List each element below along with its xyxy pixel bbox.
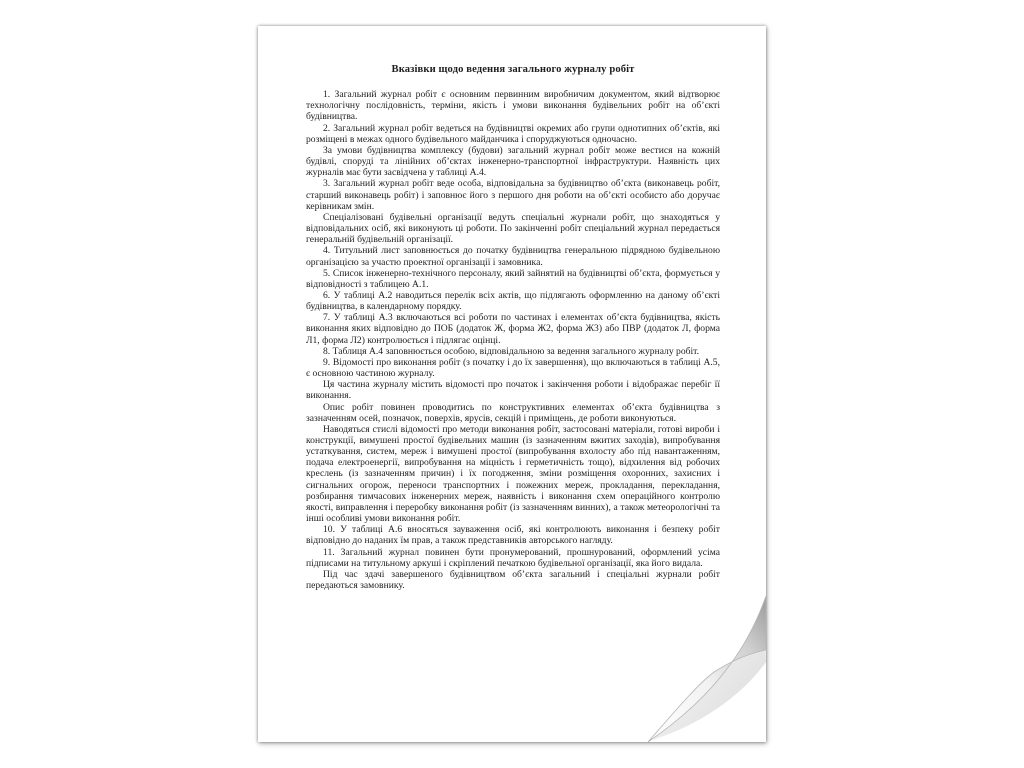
paragraph-6: 4. Титульний лист заповнюється до початку будівництва генеральною підрядною будівельною організацією за участю проектної організації і замовника. xyxy=(306,245,720,268)
document-page xyxy=(258,26,766,742)
paragraph-15: 10. У таблиці А.6 вносяться зауваження осіб, які контролюють виконання і безпеку робіт відповідно до наданих їм прав, а також представників авторського нагляду. xyxy=(306,524,720,547)
page-curl-icon xyxy=(646,592,766,742)
paragraph-12: Ця частина журналу містить відомості про початок і закінчення роботи і відображає перебіг її виконання. xyxy=(306,379,720,402)
paragraph-14: Наводяться стислі відомості про методи виконання робіт, застосовані матеріали, готові вироби і конструкції, вимушені простої будівельних машин (із зазначенням вжитих заходів), випробування устаткування, систем, мереж і вимушені простої (випробування вхолосту або під навантаженням, подача електроенергії, випробування на міцність і герметичність тощо), відхилення від робочих креслень (із зазначенням причин) і їх погодження, зміни розміщення охоронних, захисних і сигнальних огорож, переноси транспортних і пожежних мереж, прокладання, перекладання, розбирання тимчасових інженерних мереж, наявність і виконання схем операційного контролю якості, виправлення і переробку виконання робіт (із зазначенням винних), а також метеорологічні та інші особливі умови виконання робіт. xyxy=(306,423,720,525)
paragraph-4: 3. Загальний журнал робіт веде особа, відповідальна за будівництво об’єкта (виконавець робіт, старший виконавець робіт) і заповнює його з першого дня роботи на об’єкті особисто або доручає керівникам змін. xyxy=(306,178,720,212)
paragraph-5: Спеціалізовані будівельні організації ведуть спеціальні журнали робіт, що знаходяться у відповідальних осіб, які виконують ці роботи. По закінченні робіт спеціальний журнал передається генеральній будівельній організації. xyxy=(306,211,720,246)
paragraph-2: 2. Загальний журнал робіт ведеться на будівництві окремих або групи однотипних об’єктів, які розміщені в межах одного будівельного майданчика і споруджуються одночасно. xyxy=(306,122,720,145)
paragraph-11: 9. Відомості про виконання робіт (з початку і до їх завершення), що включаються в таблиці А.5, є основною частиною журналу. xyxy=(306,356,720,380)
paragraph-7: 5. Список інженерно-технічного персоналу, який зайнятий на будівництві об’єкта, формується у відповідності з таблицею А.1. xyxy=(306,267,720,290)
document-body xyxy=(306,64,720,591)
paragraph-13: Опис робіт повинен проводитись по конструктивних елементах об’єкта будівництва з зазначенням осей, позначок, поверхів, ярусів, секцій і приміщень, де роботи виконуються. xyxy=(306,401,720,424)
document-title: Вказівки щодо ведення загального журналу робіт xyxy=(391,64,635,75)
paragraph-16: 11. Загальний журнал повинен бути пронумерований, прошнурований, оформлений усіма підписами на титульному аркуші і скріплений печаткою будівельної організації, яка його видала. xyxy=(306,546,720,569)
paragraph-8: 6. У таблиці А.2 наводиться перелік всіх актів, що підлягають оформленню на даному об’єкті будівництва, в календарному порядку. xyxy=(306,289,720,313)
paragraph-10: 8. Таблиця А.4 заповнюється особою, відповідальною за ведення загального журналу робіт. xyxy=(323,345,700,357)
paragraph-17: Під час здачі завершеного будівництвом об’єкта загальний і спеціальні журнали робіт передаються замовнику. xyxy=(306,568,720,592)
paragraph-3: За умови будівництва комплексу (будови) загальний журнал робіт може вестися на кожній будівлі, споруді та лінійних об’єктах інженерно-транспортної інфраструктури. Наявність цих журналів має бути засвідчена у таблиці А.4. xyxy=(306,144,720,179)
paragraph-9: 7. У таблиці А.3 включаються всі роботи по частинах і елементах об’єкта будівництва, якість виконання яких відповідно до ПОБ (додаток Ж, форма Ж2, форма Ж3) або ПВР (додаток Л, форма Л1, форма Л2) контролюється і підлягає оцінці. xyxy=(306,312,720,346)
paragraph-1: 1. Загальний журнал робіт є основним первинним виробничим документом, який відтворює технологічну послідовність, терміни, якість і умови виконання будівельних робіт на об’єкті будівництва. xyxy=(306,89,720,123)
